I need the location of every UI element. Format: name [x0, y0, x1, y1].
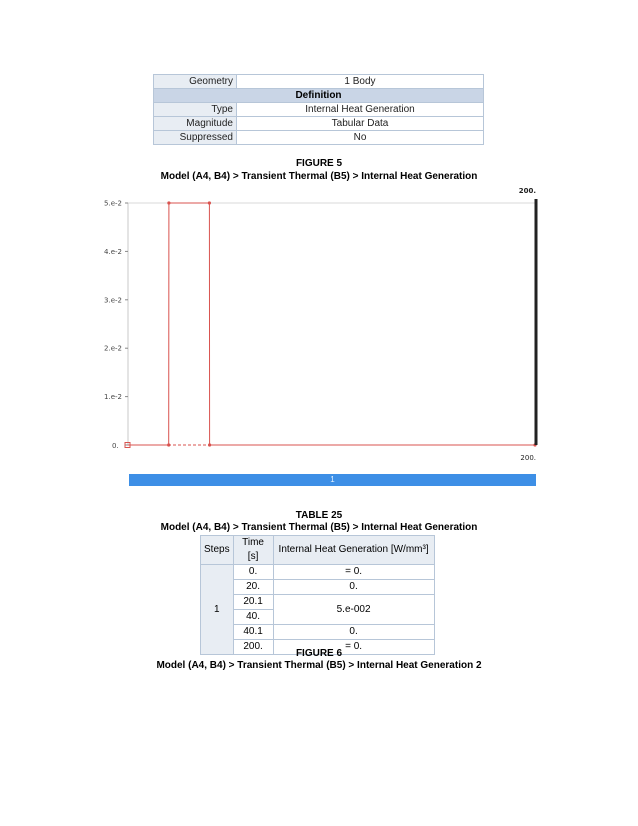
- step-cell: 1: [201, 565, 234, 655]
- time-cell: 40.: [233, 610, 273, 625]
- table-row: [201, 595, 435, 610]
- table-row: [201, 625, 435, 640]
- suppressed-value: No: [237, 131, 484, 145]
- table-row: [201, 565, 435, 580]
- top-right-label: 200.: [518, 187, 536, 195]
- series-line: [128, 203, 535, 445]
- definition-table: [153, 74, 484, 145]
- x-end-label: 200.: [520, 454, 536, 462]
- x-start-label: 0.: [112, 442, 119, 450]
- data-point: [167, 201, 170, 204]
- type-key: Type: [154, 103, 237, 117]
- suppressed-key: Suppressed: [154, 131, 237, 145]
- table-row: [154, 131, 484, 145]
- table25-title: Model (A4, B4) > Transient Thermal (B5) > Internal Heat Generation: [160, 522, 478, 533]
- series-points: [167, 201, 536, 446]
- magnitude-value: Tabular Data: [237, 117, 484, 131]
- y-tick-label: 1.e-2: [104, 393, 122, 402]
- ihg-cell: = 0.: [273, 565, 434, 580]
- y-tick-label: 3.e-2: [104, 296, 122, 305]
- y-tick-label: 2.e-2: [104, 344, 122, 353]
- table-row: [201, 580, 435, 595]
- data-point: [208, 443, 211, 446]
- table-row: [154, 117, 484, 131]
- table-header-row: [201, 536, 435, 565]
- definition-header-row: [154, 89, 484, 103]
- ihg-cell: 5.e-002: [273, 595, 434, 625]
- data-point: [167, 443, 170, 446]
- col-time: Time [s]: [233, 536, 273, 565]
- y-tick-label: 5.e-2: [104, 199, 122, 208]
- definition-header: Definition: [154, 89, 484, 103]
- figure5-title: Model (A4, B4) > Transient Thermal (B5) > Internal Heat Generation: [160, 171, 478, 182]
- geometry-key: Geometry: [154, 75, 237, 89]
- geometry-value: 1 Body: [237, 75, 484, 89]
- time-cell: 20.1: [233, 595, 273, 610]
- table-row: [154, 103, 484, 117]
- step-bar[interactable]: [129, 474, 536, 486]
- type-value: Internal Heat Generation: [237, 103, 484, 117]
- magnitude-key: Magnitude: [154, 117, 237, 131]
- time-cell: 20.: [233, 580, 273, 595]
- ihg-cell: = 0.: [273, 640, 434, 655]
- table25-label: TABLE 25: [295, 510, 343, 521]
- ihg-cell: 0.: [273, 580, 434, 595]
- figure5-label: FIGURE 5: [295, 158, 343, 169]
- col-steps: Steps: [201, 536, 234, 565]
- time-cell: 40.1: [233, 625, 273, 640]
- step-bar-label: 1: [330, 475, 335, 484]
- y-tick-label: 4.e-2: [104, 247, 122, 256]
- table-row: [154, 75, 484, 89]
- data-point: [208, 201, 211, 204]
- col-ihg: Internal Heat Generation [W/mm³]: [273, 536, 434, 565]
- figure6-title: Model (A4, B4) > Transient Thermal (B5) > Internal Heat Generation 2: [156, 660, 482, 671]
- figure6-label: FIGURE 6: [295, 648, 343, 659]
- y-ticks: [104, 200, 128, 446]
- ihg-cell: 0.: [273, 625, 434, 640]
- time-cell: 0.: [233, 565, 273, 580]
- ihg-chart: [95, 185, 550, 470]
- time-cell: 200.: [233, 640, 273, 655]
- ihg-data-table: [200, 535, 435, 655]
